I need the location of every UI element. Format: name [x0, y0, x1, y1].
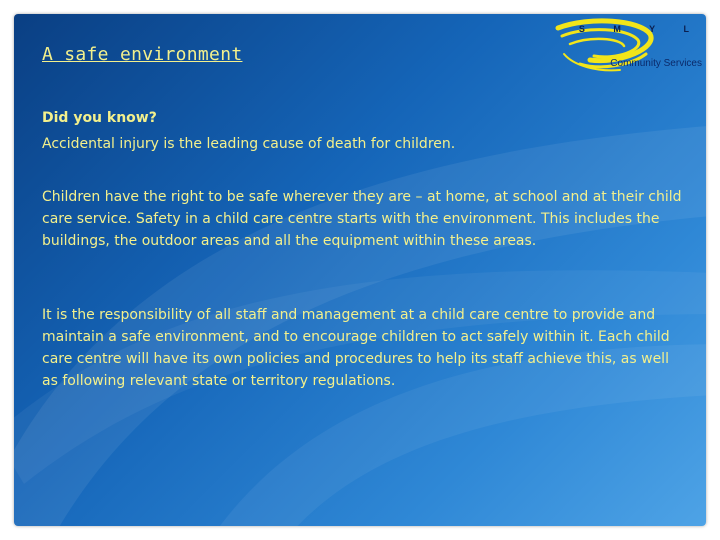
logo-letters: S M Y L: [578, 24, 702, 34]
slide-title: A safe environment: [42, 44, 243, 65]
slide: [14, 14, 706, 526]
did-you-know-heading: Did you know?: [42, 110, 157, 126]
background-swirl: [14, 14, 706, 526]
paragraph-responsibility: It is the responsibility of all staff and management at a child care centre to provide and maintain a safe environment, and to encourage children to act safely within it. Each child care centre will have its own policies and procedures to help its staff achieve this, as well as following relevant state or territory regulations.: [42, 307, 670, 389]
logo-subtitle: Community Services: [610, 58, 702, 69]
smyl-logo: [550, 14, 706, 78]
paragraph-rights: Children have the right to be safe wherever they are – at home, at school and at their child care service. Safety in a child care centre starts with the environment. This includes the buildings, the outdoor areas and all the equipment within these areas.: [42, 189, 682, 249]
fact-text: Accidental injury is the leading cause of death for children.: [42, 136, 456, 152]
